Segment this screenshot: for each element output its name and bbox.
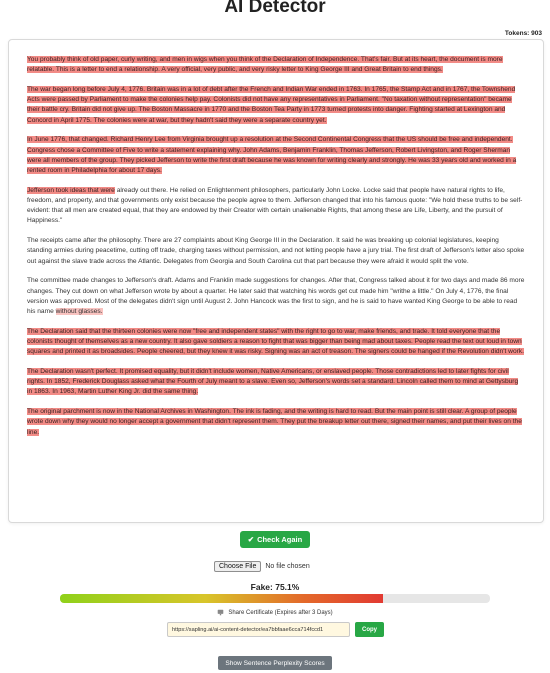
text-paragraph [27, 327, 525, 358]
token-count: Tokens: 903 [504, 30, 542, 37]
fake-score-fill [60, 594, 383, 603]
file-upload-row [214, 561, 310, 572]
plain-sentence: The committee made changes to Jefferson's draft. Adams and Franklin made suggestions for changes. After that, Congress talked about it for two days and made 86 more changes. They cut down on what Jefferson wrote by about a quarter. He later said that watching his words get cut made him "writhe a little." On July 4, 1776, the final version was approved. Most of the delegates didn't sign until August 2. John Hancock was the first to sign, and he is said to have wanted King George to be able to read his name [27, 277, 525, 316]
text-paragraph [27, 85, 525, 126]
share-certificate-row [0, 609, 550, 616]
fake-score-label: Fake: 75.1% [250, 582, 300, 592]
highlighted-sentence: You probably think of old paper, curly writing, and men in wigs when you think of the Declaration of Independence. That's fair. But at its heart, the document is more relatable. This is a letter to end a relationship. A very official, very public, and very risky letter to King George III and Great Britain to end things. [27, 56, 503, 74]
highlighted-sentence: The original parchment is now in the National Archives in Washington. The ink is fading, and the writing is hard to read. But the main point is still clear. A group of people wrote down why they would no longer accept a government that didn't represent them. They put the breakup letter out there, signed their names, and put their lives on the line. [27, 408, 522, 436]
share-url-row [167, 622, 384, 637]
share-url-input[interactable] [167, 622, 350, 637]
share-certificate-icon [217, 609, 224, 616]
text-paragraph [27, 367, 525, 398]
check-icon: ✔ [247, 535, 255, 544]
text-paragraph [27, 276, 525, 317]
text-paragraph [27, 236, 525, 267]
file-status: No file chosen [265, 563, 310, 570]
text-editor[interactable] [8, 39, 544, 523]
highlighted-sentence: without glasses. [55, 308, 103, 316]
text-paragraph [27, 407, 525, 438]
text-paragraph [27, 186, 525, 227]
fake-score-bar [60, 594, 490, 603]
choose-file-button[interactable]: Choose File [214, 561, 261, 572]
copy-button[interactable]: Copy [355, 622, 384, 637]
plain-sentence: already out there. He relied on Enlightenment philosophers, particularly John Locke. Locke said that people have natural rights to life, freedom, and property, and that governments only exist because the people agree to them. Jefferson changed that into his famous quote: "We hold these truths to be self-evident: that all men are created equal, that they are endowed by their Creator with certain unalienable Rights, that among these are Life, Liberty, and the pursuit of Happiness." [27, 186, 523, 225]
page-title: AI Detector [224, 0, 326, 17]
show-perplexity-button[interactable]: Show Sentence Perplexity Scores [218, 656, 332, 670]
highlighted-sentence: Jefferson took ideas that were [27, 186, 115, 194]
check-again-button[interactable] [240, 531, 310, 548]
highlighted-sentence: In June 1776, that changed. Richard Henry Lee from Virginia brought up a resolution at the Second Continental Congress that the US should be free and independent. Congress chose a Committee of Five to write a statement explaining why. John Adams, Benjamin Franklin, Thomas Jefferson, Robert Livingston, and Roger Sherman were all members of the group. They picked Jefferson to write the first draft because he was known for writing clearly and strongly. He was 33 years old and worked in a rented room in Philadelphia for about 17 days. [27, 136, 517, 175]
check-again-label: Check Again [257, 535, 303, 544]
highlighted-sentence: The war began long before July 4, 1776. Britain was in a lot of debt after the French and Indian War ended in 1763. In 1765, the Stamp Act and in 1767, the Townshend Acts were passed by Parliament to make the colonies help pay. Colonists did not have any representatives in Parliament. "No taxation without representation" became their battle cry. Britain did not give up. The Boston Massacre in 1770 and the Boston Tea Party in 1773 turned protests into danger. Fighting started at Lexington and Concord in April 1775. The colonies were at war, but they hadn't said they were a separate country yet. [27, 86, 516, 124]
share-certificate-label: Share Certificate (Expires after 3 Days) [228, 609, 333, 616]
plain-sentence: The receipts came after the philosophy. There are 27 complaints about King George III in the Declaration. It said he was breaking up colonial legislatures, keeping standing armies during peacetime, cutting off trade, charging taxes without permission, and not letting people have a jury trial. The first draft of Jefferson's letter also spoke out against the slave trade across the Atlantic. Delegates from Georgia and South Carolina cut that part because they were afraid it would split the vote. [27, 237, 525, 265]
highlighted-sentence: The Declaration wasn't perfect. It promised equality, but it didn't include women, Native Americans, or enslaved people. Those contradictions led to later fights for civil rights. In 1852, Frederick Douglass asked what the Fourth of July meant to a slave. Even so, Jefferson's words set a standard. Lincoln called them to mind at Gettysburg in 1863. In 1963, Martin Luther King Jr. did the same thing. [27, 368, 519, 396]
text-paragraph [27, 135, 525, 176]
text-paragraph [27, 55, 525, 75]
highlighted-sentence: The Declaration said that the thirteen colonies were now "free and independent states" with the right to go to war, make friends, and trade. It told everyone that the colonists thought of themselves as a new country. It also gave soldiers a reason to fight that was bigger than being mad about taxes. People read the text out loud in town squares and printed it as broadsides. People cheered, but they knew it was risky. Signing was an act of treason. The signers could be hanged if the Revolution didn't work. [27, 327, 524, 356]
